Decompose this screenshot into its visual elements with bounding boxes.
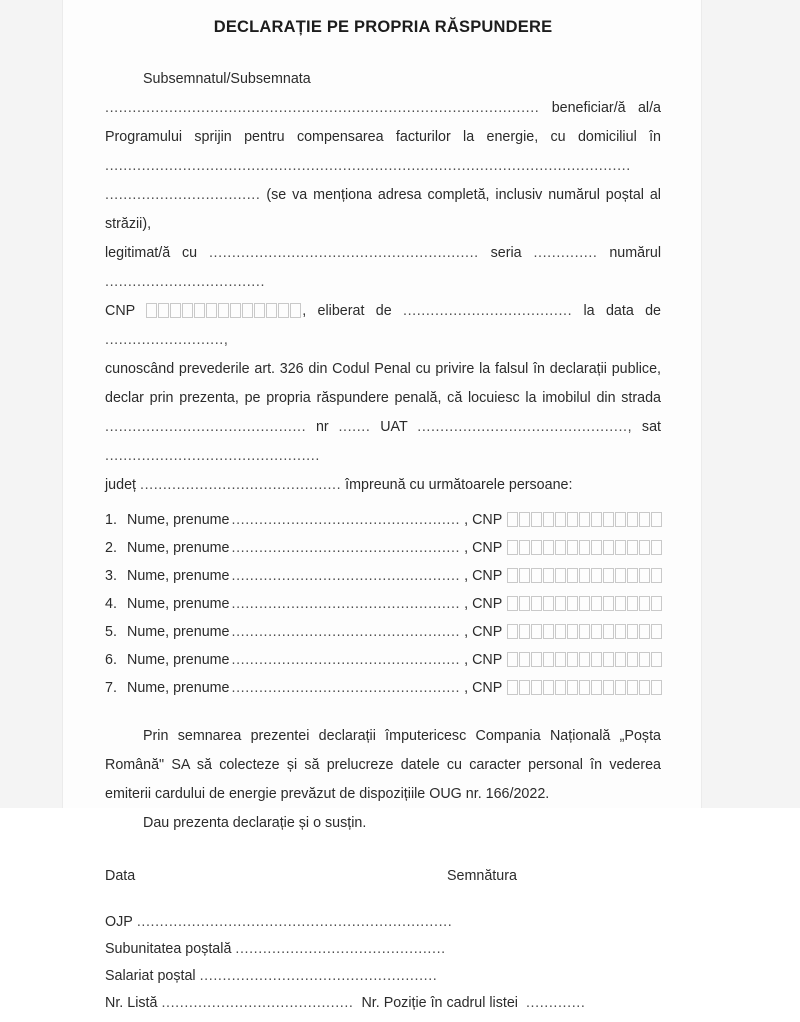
text-consent: Prin semnarea prezentei declarații împutericesc Compania Națională „Poșta Română" SA să colecteze și să prelucreze datele cu caracter personal în vederea emiterii cardului de energie prevăzut de dispozițiile OUG nr. 166/2022.: [105, 727, 661, 802]
cnp-digit-box[interactable]: [555, 540, 566, 555]
fill-line-sat[interactable]: ...............................................: [105, 447, 320, 464]
text-impreuna-cu-persoane: împreună cu următoarele persoane:: [345, 476, 573, 493]
person-cnp-label: , CNP: [464, 651, 503, 668]
cnp-digit-box[interactable]: [591, 540, 602, 555]
cnp-digit-box[interactable]: [579, 624, 590, 639]
fill-line-person-name[interactable]: ..................................................: [231, 679, 461, 696]
cnp-digit-box[interactable]: [627, 624, 638, 639]
cnp-digit-box[interactable]: [615, 624, 626, 639]
cnp-digit-box[interactable]: [579, 568, 590, 583]
person-name-label: Nume, prenume: [127, 651, 230, 668]
cnp-digit-box[interactable]: [579, 596, 590, 611]
cnp-digit-box[interactable]: [555, 596, 566, 611]
cnp-digit-box[interactable]: [651, 680, 662, 695]
cnp-digit-box[interactable]: [651, 540, 662, 555]
person-name-label: Nume, prenume: [127, 539, 230, 556]
paragraph-judet: [105, 471, 661, 500]
cnp-input-boxes[interactable]: [507, 596, 663, 611]
cnp-digit-box[interactable]: [555, 512, 566, 527]
person-cnp-label: , CNP: [464, 595, 503, 612]
cnp-digit-box[interactable]: [651, 624, 662, 639]
fill-line-act-identitate[interactable]: ...........................................................: [208, 244, 479, 261]
cnp-digit-box[interactable]: [651, 596, 662, 611]
cnp-digit-box[interactable]: [507, 512, 518, 527]
cnp-digit-box[interactable]: [543, 624, 554, 639]
cnp-digit-box[interactable]: [603, 652, 614, 667]
paragraph-sustin: [105, 809, 661, 838]
salariat-label: Salariat poștal: [105, 967, 196, 984]
note-adresa-completa: (se va menționa adresa completă, inclusiv numărul poștal al străzii),: [105, 186, 661, 232]
cnp-digit-box[interactable]: [519, 568, 530, 583]
cnp-digit-box[interactable]: [290, 303, 301, 318]
person-cnp-group: [464, 568, 663, 584]
cnp-digit-box[interactable]: [627, 680, 638, 695]
ojp-label: OJP: [105, 913, 133, 930]
fill-line-person-name[interactable]: ..................................................: [231, 511, 461, 528]
cnp-digit-box[interactable]: [242, 303, 253, 318]
cnp-digit-box[interactable]: [591, 624, 602, 639]
person-cnp-group: [464, 680, 663, 696]
fill-line-person-name[interactable]: ..................................................: [231, 567, 461, 584]
cnp-digit-box[interactable]: [507, 540, 518, 555]
text-sustin: Dau prezenta declarație și o susțin.: [143, 814, 367, 831]
cnp-digit-box[interactable]: [615, 568, 626, 583]
cnp-digit-box[interactable]: [519, 540, 530, 555]
cnp-digit-box[interactable]: [603, 596, 614, 611]
person-cnp-group: [464, 512, 663, 528]
fill-line-ojp[interactable]: .....................................................................: [136, 913, 453, 930]
admin-row-subunitate: [105, 941, 661, 968]
page-edge-left: [0, 0, 63, 808]
table-row: [105, 680, 661, 708]
document-content: [105, 0, 661, 1011]
table-row: [105, 540, 661, 568]
paragraph-declaratie-penala: [105, 355, 661, 471]
person-cnp-group: [464, 540, 663, 556]
cnp-digit-box[interactable]: [146, 303, 157, 318]
cnp-digit-box[interactable]: [531, 680, 542, 695]
cnp-digit-box[interactable]: [651, 652, 662, 667]
cnp-digit-box[interactable]: [519, 624, 530, 639]
fill-line-uat[interactable]: ..............................................,: [417, 418, 633, 435]
page-edge-right: [701, 0, 800, 808]
cnp-digit-box[interactable]: [519, 596, 530, 611]
person-name-label: Nume, prenume: [127, 595, 230, 612]
paragraph-cnp: [105, 297, 661, 355]
cnp-digit-box[interactable]: [639, 624, 650, 639]
cnp-digit-box[interactable]: [603, 512, 614, 527]
cnp-digit-box[interactable]: [567, 540, 578, 555]
fill-line-judet[interactable]: ............................................: [140, 476, 342, 493]
person-cnp-label: , CNP: [464, 539, 503, 556]
cnp-digit-box[interactable]: [218, 303, 229, 318]
cnp-digit-box[interactable]: [567, 596, 578, 611]
cnp-digit-box[interactable]: [639, 680, 650, 695]
cnp-digit-box[interactable]: [194, 303, 205, 318]
cnp-digit-box[interactable]: [627, 540, 638, 555]
label-eliberat-de: , eliberat de: [302, 302, 392, 319]
person-cnp-group: [464, 624, 663, 640]
cnp-digit-box[interactable]: [519, 512, 530, 527]
cnp-digit-box[interactable]: [507, 568, 518, 583]
cnp-digit-box[interactable]: [158, 303, 169, 318]
cnp-digit-box[interactable]: [531, 512, 542, 527]
paragraph-identity: [105, 65, 661, 239]
label-legitimat: legitimat/ă cu: [105, 244, 198, 261]
cnp-input-boxes[interactable]: [507, 680, 663, 695]
person-number: 4.: [105, 595, 117, 612]
cnp-digit-box[interactable]: [639, 652, 650, 667]
cnp-digit-box[interactable]: [567, 652, 578, 667]
person-number: 6.: [105, 651, 117, 668]
cnp-digit-box[interactable]: [615, 596, 626, 611]
person-cnp-label: , CNP: [464, 567, 503, 584]
paragraph-legitimatie: [105, 239, 661, 297]
cnp-digit-box[interactable]: [266, 303, 277, 318]
cnp-digit-box[interactable]: [254, 303, 265, 318]
admin-row-salariat: [105, 968, 661, 995]
cnp-input-boxes[interactable]: [507, 624, 663, 639]
cnp-digit-box[interactable]: [603, 540, 614, 555]
cnp-digit-box[interactable]: [555, 568, 566, 583]
fill-line-strada[interactable]: ............................................: [105, 418, 307, 435]
admin-row-lista: [105, 995, 661, 1022]
person-name-label: Nume, prenume: [127, 567, 230, 584]
signature-row: [105, 868, 661, 884]
person-name-label: Nume, prenume: [127, 511, 230, 528]
table-row: [105, 596, 661, 624]
cnp-digit-box[interactable]: [555, 680, 566, 695]
label-subsemnatul: Subsemnatul/Subsemnata: [143, 70, 311, 87]
cnp-digit-box[interactable]: [507, 652, 518, 667]
signature-label: Semnătura: [447, 867, 517, 884]
cnp-digit-box[interactable]: [543, 596, 554, 611]
person-name-label: Nume, prenume: [127, 679, 230, 696]
text-beneficiar: beneficiar/ă al/a Programului sprijin pentru compensarea facturilor la energie, cu domiciliul în: [105, 99, 661, 145]
fill-line-person-name[interactable]: ..................................................: [231, 595, 461, 612]
person-cnp-group: [464, 652, 663, 668]
cnp-digit-box[interactable]: [531, 568, 542, 583]
subunitate-label: Subunitatea poștală: [105, 940, 232, 957]
admin-row-ojp: [105, 914, 661, 941]
cnp-digit-box[interactable]: [591, 512, 602, 527]
cnp-digit-box[interactable]: [519, 680, 530, 695]
cnp-digit-box[interactable]: [531, 596, 542, 611]
paragraph-gdpr-consent: [105, 722, 661, 809]
label-cnp: CNP: [105, 302, 135, 319]
cnp-digit-box[interactable]: [627, 512, 638, 527]
cnp-input-boxes[interactable]: [507, 652, 663, 667]
cnp-digit-box[interactable]: [507, 680, 518, 695]
cnp-digit-box[interactable]: [230, 303, 241, 318]
cnp-digit-box[interactable]: [615, 540, 626, 555]
label-numarul: numărul: [609, 244, 661, 261]
cnp-digit-box[interactable]: [531, 540, 542, 555]
cnp-digit-box[interactable]: [531, 624, 542, 639]
person-cnp-label: , CNP: [464, 679, 503, 696]
cnp-digit-box[interactable]: [543, 568, 554, 583]
fill-line-name[interactable]: ...............................................................................................: [105, 99, 540, 116]
cnp-digit-box[interactable]: [651, 512, 662, 527]
table-row: [105, 624, 661, 652]
fill-line-nr[interactable]: .......: [338, 418, 371, 435]
table-row: [105, 568, 661, 596]
fill-line-pozitie[interactable]: .............: [525, 994, 586, 1011]
cnp-digit-box[interactable]: [627, 596, 638, 611]
label-nr: nr: [315, 418, 329, 435]
person-number: 7.: [105, 679, 117, 696]
cnp-input-boxes[interactable]: [507, 568, 663, 583]
cnp-digit-box[interactable]: [639, 596, 650, 611]
pozitie-label: Nr. Poziție în cadrul listei: [361, 994, 518, 1011]
cnp-input-boxes[interactable]: [507, 512, 663, 527]
person-number: 2.: [105, 539, 117, 556]
lista-label: Nr. Listă: [105, 994, 158, 1011]
cnp-digit-box[interactable]: [543, 540, 554, 555]
person-number: 5.: [105, 623, 117, 640]
person-cnp-label: , CNP: [464, 511, 503, 528]
label-seria: seria: [490, 244, 522, 261]
cnp-digit-box[interactable]: [579, 680, 590, 695]
fill-line-numarul[interactable]: ...................................: [105, 273, 266, 290]
fill-line-subunitate[interactable]: ..............................................: [235, 940, 446, 957]
cnp-digit-box[interactable]: [170, 303, 181, 318]
cnp-digit-box[interactable]: [615, 512, 626, 527]
cnp-digit-box[interactable]: [555, 652, 566, 667]
cnp-digit-box[interactable]: [627, 652, 638, 667]
fill-line-data-eliberare[interactable]: ..........................,: [105, 331, 229, 348]
pozitie-group: [361, 995, 585, 1011]
cnp-digit-box[interactable]: [603, 624, 614, 639]
cnp-digit-box[interactable]: [567, 568, 578, 583]
date-label: Data: [105, 867, 136, 884]
cnp-digit-box[interactable]: [651, 568, 662, 583]
text-cunoscand-prevederile: cunoscând prevederile art. 326 din Codul Penal cu privire la falsul în declarații publice, declar prin prezenta, pe propria răspundere penală, că locuiesc la imobilul din strada: [105, 360, 661, 406]
fill-line-domiciliu-2[interactable]: ..................................: [105, 186, 261, 203]
cnp-digit-box[interactable]: [567, 512, 578, 527]
person-name-label: Nume, prenume: [127, 623, 230, 640]
cnp-digit-box[interactable]: [531, 652, 542, 667]
cnp-digit-box[interactable]: [603, 568, 614, 583]
cnp-digit-box[interactable]: [639, 568, 650, 583]
cnp-digit-box[interactable]: [591, 652, 602, 667]
label-uat: UAT: [380, 418, 408, 435]
page-title: DECLARAȚIE PE PROPRIA RĂSPUNDERE: [213, 18, 553, 36]
fill-line-domiciliu-1[interactable]: ...................................................................................................................: [105, 157, 631, 174]
cnp-digit-box[interactable]: [639, 512, 650, 527]
cnp-digit-box[interactable]: [567, 680, 578, 695]
cnp-digit-box[interactable]: [603, 680, 614, 695]
fill-line-seria[interactable]: ..............: [533, 244, 598, 261]
cnp-digit-box[interactable]: [543, 680, 554, 695]
table-row: [105, 512, 661, 540]
fill-line-person-name[interactable]: ..................................................: [231, 539, 461, 556]
fill-line-salariat[interactable]: ....................................................: [199, 967, 438, 984]
fill-line-person-name[interactable]: ..................................................: [231, 651, 461, 668]
person-list: [105, 512, 661, 708]
fill-line-person-name[interactable]: ..................................................: [231, 623, 461, 640]
person-cnp-group: [464, 596, 663, 612]
cnp-digit-box[interactable]: [543, 652, 554, 667]
cnp-digit-box[interactable]: [615, 680, 626, 695]
cnp-digit-box[interactable]: [615, 652, 626, 667]
cnp-digit-box[interactable]: [579, 512, 590, 527]
person-number: 3.: [105, 567, 117, 584]
fill-line-lista[interactable]: ..........................................: [161, 994, 354, 1011]
cnp-digit-box[interactable]: [579, 652, 590, 667]
cnp-digit-box[interactable]: [591, 596, 602, 611]
cnp-digit-box[interactable]: [507, 624, 518, 639]
cnp-digit-box[interactable]: [591, 568, 602, 583]
cnp-digit-box[interactable]: [519, 652, 530, 667]
fill-line-eliberat-de[interactable]: .....................................: [403, 302, 573, 319]
table-row: [105, 652, 661, 680]
cnp-input-boxes[interactable]: [146, 303, 302, 318]
cnp-digit-box[interactable]: [507, 596, 518, 611]
cnp-digit-box[interactable]: [543, 512, 554, 527]
cnp-digit-box[interactable]: [278, 303, 289, 318]
cnp-input-boxes[interactable]: [507, 540, 663, 555]
cnp-digit-box[interactable]: [591, 680, 602, 695]
label-la-data-de: la data de: [583, 302, 661, 319]
cnp-digit-box[interactable]: [627, 568, 638, 583]
cnp-digit-box[interactable]: [567, 624, 578, 639]
cnp-digit-box[interactable]: [579, 540, 590, 555]
cnp-digit-box[interactable]: [639, 540, 650, 555]
person-number: 1.: [105, 511, 117, 528]
label-sat: sat: [641, 418, 661, 435]
person-cnp-label: , CNP: [464, 623, 503, 640]
admin-section: [105, 914, 661, 1022]
cnp-digit-box[interactable]: [182, 303, 193, 318]
label-judet: județ: [105, 476, 137, 493]
cnp-digit-box[interactable]: [206, 303, 217, 318]
cnp-digit-box[interactable]: [555, 624, 566, 639]
